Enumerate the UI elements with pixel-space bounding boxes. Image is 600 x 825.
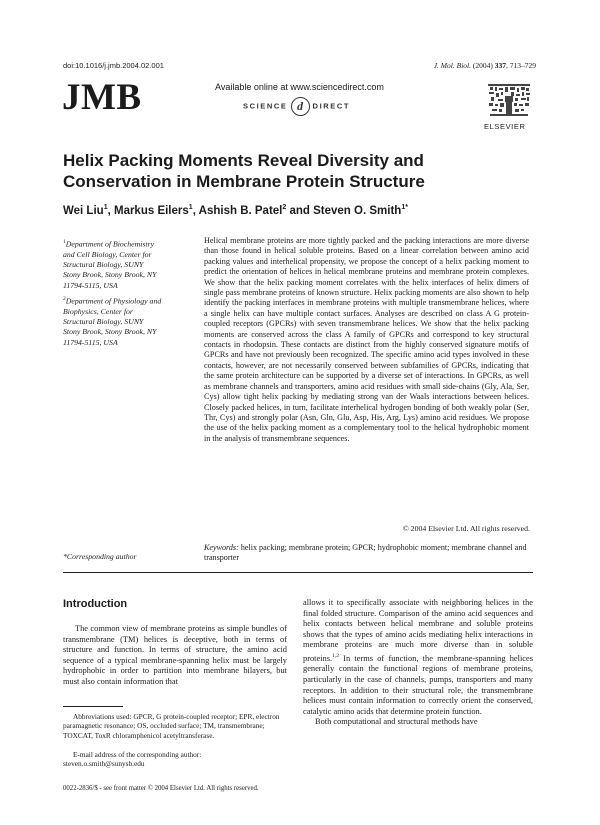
- journal-pages: 713–729: [509, 61, 536, 70]
- sciencedirect-logo: [243, 97, 350, 116]
- affiliation-line: Stony Brook, Stony Brook, NY: [63, 327, 157, 337]
- body-column-left: The common view of membrane proteins as simple bundles of transmembrane (TM) helices is deceptive, both in terms of structure and function. In terms of structure, the amino acid sequence of a typical membrane-spanning helix must be largely hydrophobic in order to partition into membrane bilayers, but must also contain information that: [63, 624, 287, 686]
- author-affiliation-mark: 2: [282, 204, 287, 211]
- sciencedirect-right: DIRECT: [312, 101, 351, 111]
- author-affiliation-mark: 1: [188, 204, 193, 211]
- corresponding-author-note: *Corresponding author: [63, 552, 137, 561]
- journal-abbrev: J. Mol. Biol.: [433, 61, 471, 70]
- affiliation-line: Department of Physiology and: [65, 296, 162, 306]
- body-text: allows it to specifically associate with neighboring helices in the final folded structure. Comparison of the amino acid sequences and helix contacts between helical membrane and soluble proteins shows that the types of amino acids mediating helix interactions in membrane proteins are much more diverse than in soluble proteins.: [303, 598, 533, 663]
- available-online-text: Available online at www.sciencedirect.com: [215, 82, 384, 92]
- body-text: In terms of function, the membrane-spanning helices generally contain the functional regions of membrane proteins, particularly in the case of channels, pumps, transporters and many receptors. In addition to their structural role, the transmembrane helices must contain information to correctly orient the conserved, catalytic amino acids that determine protein function.: [303, 653, 533, 716]
- abstract: Helical membrane proteins are more tightly packed and the packing interactions are more diverse than those found in helical soluble proteins. Based on a linear correlation between amino acid packing values and interhelical propensity, we propose the concept of a helix packing moment to predict the orientation of helices in helical membrane proteins and membrane protein complexes. We show that the helix packing moment correlates with the helix interfaces of helix dimers of single pass membrane proteins of known structure. Helix packing moments are also shown to help identify the packing interfaces in membrane proteins with multiple transmembrane helices, where a single helix can have multiple contact surfaces. Analyses are described on class A G protein-coupled receptors (GPCRs) with seven transmembrane helices. We show that the helix packing moments are conserved across the class A family of GPCRs and correspond to key structural contacts in rhodopsin. These contacts are distinct from the highly conserved signature motifs of GPCRs and have not previously been recognized. The specific amino acid types involved in these contacts, however, are not necessarily conserved between subfamilies of GPCRs, indicating that the same protein architecture can be supported by a diverse set of interactions. In GPCRs, as well as membrane channels and transporters, amino acid residues with small side-chains (Gly, Ala, Ser, Cys) allow tight helix packing by mediating strong van der Waals interactions between helices. Closely packed helices, in turn, facilitate interhelical hydrogen bonding of both weakly polar (Ser, Thr, Cys) and strongly polar (Asn, Gln, Glu, Asp, His, Arg, Lys) amino acid residues. We propose the use of the helix packing moment as a complementary tool to the helical hydrophobic moment in the analysis of transmembrane sequences.: [204, 236, 529, 443]
- affiliation-1: [63, 237, 195, 291]
- affiliation-line: Structural Biology, SUNY: [63, 317, 144, 327]
- affiliation-line: Stony Brook, Stony Brook, NY: [63, 270, 157, 280]
- author-affiliation-mark: 1: [103, 204, 108, 211]
- abbreviations-footnote: Abbreviations used: GPCR, G protein-coupled receptor; EPR, electron paramagnetic resonance; OS, occluded surface; TM, transmembrane; TOXCAT, ToxR chloramphenicol acetyltransferase.: [63, 712, 280, 740]
- author-name: Wei Liu: [63, 204, 104, 217]
- affiliation-line: Structural Biology, SUNY: [63, 260, 144, 270]
- section-heading-introduction: Introduction: [63, 598, 128, 610]
- keywords: [204, 543, 534, 563]
- journal-year: (2004): [472, 61, 493, 70]
- keywords-label: Keywords:: [204, 543, 239, 552]
- journal-volume: 337: [494, 61, 506, 70]
- body-text: Both computational and structural methods have: [315, 717, 478, 727]
- affiliation-line: Department of Biochemistry: [65, 239, 155, 249]
- article-title: [63, 150, 523, 192]
- copyright-notice: © 2004 Elsevier Ltd. All rights reserved.: [402, 524, 530, 533]
- author-list: [63, 204, 408, 217]
- section-divider: [63, 572, 533, 573]
- journal-reference: J. Mol. Biol. (2004) 337, 713–729: [433, 61, 536, 70]
- author-name: Markus Eilers: [113, 204, 189, 217]
- affiliation-line: 11794-5115, USA: [63, 280, 118, 290]
- affiliation-line: Biophysics, Center for: [63, 306, 133, 316]
- affiliation-line: 11794-5115, USA: [63, 337, 118, 347]
- author-name: Steven O. Smith: [313, 204, 402, 217]
- affiliation-mark: 2: [63, 296, 66, 302]
- doi: doi:10.1016/j.jmb.2004.02.001: [63, 61, 164, 70]
- affiliation-2: [63, 294, 195, 348]
- affiliation-line: and Cell Biology, Center for: [63, 249, 152, 259]
- author-separator: and: [286, 204, 314, 217]
- page-footer: 0022-2836/$ - see front matter © 2004 Elsevier Ltd. All rights reserved.: [63, 785, 259, 792]
- sciencedirect-mark: d: [291, 97, 310, 116]
- sciencedirect-left: SCIENCE: [243, 101, 288, 111]
- keywords-list: helix packing; membrane protein; GPCR; hydrophobic moment; membrane channel and transporter: [204, 543, 527, 562]
- body-column-right: [303, 598, 533, 728]
- author-separator: ,: [107, 204, 114, 217]
- journal-logo: JMB: [62, 77, 142, 118]
- email-address[interactable]: steven.o.smith@sunysb.edu: [63, 759, 145, 769]
- title-line-2: Conservation in Membrane Protein Structure: [63, 172, 425, 191]
- author-separator: ,: [192, 204, 199, 217]
- citation-link[interactable]: 1,2: [332, 652, 339, 659]
- author-name: Ashish B. Patel: [198, 204, 283, 217]
- email-footnote: [63, 750, 287, 769]
- email-label: E-mail address of the corresponding author:: [73, 750, 202, 759]
- footnote-divider: [63, 706, 123, 707]
- elsevier-tree-icon: [486, 82, 532, 120]
- affiliation-mark: 1: [63, 239, 66, 245]
- title-line-1: Helix Packing Moments Reveal Diversity and: [63, 151, 424, 170]
- author-affiliation-mark: 1*: [401, 204, 408, 211]
- publisher-name: ELSEVIER: [484, 122, 526, 131]
